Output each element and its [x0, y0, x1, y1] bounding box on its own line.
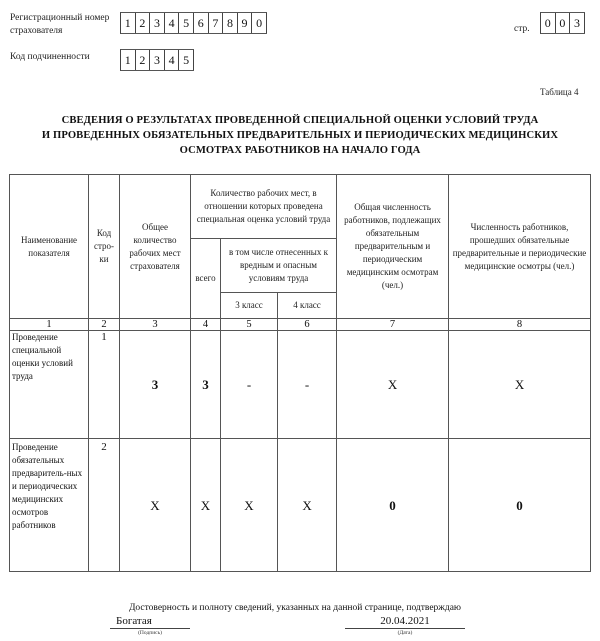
- reg-number-digit-box[interactable]: 2: [136, 13, 151, 33]
- date-value: 20.04.2021: [380, 615, 430, 627]
- table-label: Таблица 4: [540, 87, 579, 97]
- header-harmful-group: в том числе отнесенных к вредным и опасным условиям труда: [221, 239, 337, 293]
- reg-number-digit-box[interactable]: 5: [179, 13, 194, 33]
- column-number: 8: [449, 319, 591, 331]
- column-number: 4: [191, 319, 221, 331]
- header-class-4: 4 класс: [278, 293, 337, 319]
- title-line-3: ОСМОТРАХ РАБОТНИКОВ НА НАЧАЛО ГОДА: [179, 145, 421, 156]
- subordination-label: Код подчиненности: [10, 52, 90, 62]
- reg-number-digit-box[interactable]: 8: [223, 13, 238, 33]
- title-line-2: И ПРОВЕДЕННЫХ ОБЯЗАТЕЛЬНЫХ ПРЕДВАРИТЕЛЬНЫХ И ПЕРИОДИЧЕСКИХ МЕДИЦИНСКИХ: [41, 130, 559, 141]
- reg-number-digit-box[interactable]: 7: [209, 13, 224, 33]
- subordination-field[interactable]: [120, 49, 194, 71]
- cell-class-3[interactable]: X: [221, 439, 278, 572]
- cell-class-3[interactable]: -: [221, 331, 278, 439]
- header-class-3: 3 класс: [221, 293, 278, 319]
- document-title: [0, 113, 600, 158]
- cell-subject-to-exam[interactable]: X: [337, 331, 449, 439]
- page-digit-box[interactable]: 3: [570, 13, 585, 33]
- row-name: Проведение обязательных предваритель-ных и периодических медицинских осмотров работников: [10, 439, 89, 572]
- page-digit-box[interactable]: 0: [556, 13, 571, 33]
- column-number: 3: [120, 319, 191, 331]
- cell-total-workplaces[interactable]: 3: [120, 331, 191, 439]
- column-numbers-row: [10, 319, 591, 331]
- column-number: 5: [221, 319, 278, 331]
- signature-field[interactable]: [110, 615, 190, 629]
- report-table-container: [9, 174, 591, 572]
- header-assessed-total: всего: [191, 239, 221, 319]
- header-name: Наименование показателя: [10, 175, 89, 319]
- subordination-digit-box[interactable]: 4: [165, 50, 180, 70]
- cell-total-workplaces[interactable]: X: [120, 439, 191, 572]
- reg-number-digit-box[interactable]: 0: [252, 13, 267, 33]
- reg-number-digit-box[interactable]: 9: [238, 13, 253, 33]
- date-field[interactable]: [345, 615, 465, 629]
- table-row: [10, 331, 591, 439]
- cell-subject-to-exam[interactable]: 0: [337, 439, 449, 572]
- confirm-text: Достоверность и полноту сведений, указанных на данной странице, подтверждаю: [128, 603, 462, 613]
- header-passed-exam: Численность работников, прошедших обязательные предварительные и периодические медицинские осмотры (чел.): [449, 175, 591, 319]
- page-digit-box[interactable]: 0: [541, 13, 556, 33]
- signature-caption: (Подпись): [138, 630, 162, 636]
- column-number: 6: [278, 319, 337, 331]
- cell-passed-exam[interactable]: 0: [449, 439, 591, 572]
- reg-number-digit-box[interactable]: 1: [121, 13, 136, 33]
- cell-class-4[interactable]: -: [278, 331, 337, 439]
- header-subject-to-exam: Общая численность работников, подлежащих обязательным предварительным и периодическим медицинским осмотрам (чел.): [337, 175, 449, 319]
- column-number: 1: [10, 319, 89, 331]
- cell-assessed-total[interactable]: X: [191, 439, 221, 572]
- reg-number-digit-box[interactable]: 6: [194, 13, 209, 33]
- header-code: Код стро-ки: [89, 175, 120, 319]
- row-name: Проведение специальной оценки условий труда: [10, 331, 89, 439]
- page-label: стр.: [514, 24, 530, 34]
- header-assessed-group: Количество рабочих мест, в отношении которых проведена специальная оценка условий труда: [191, 175, 337, 239]
- date-caption: (Дата): [397, 630, 413, 636]
- title-line-1: СВЕДЕНИЯ О РЕЗУЛЬТАТАХ ПРОВЕДЕННОЙ СПЕЦИАЛЬНОЙ ОЦЕНКИ УСЛОВИЙ ТРУДА: [61, 115, 539, 126]
- signature-value: Богатая: [116, 615, 152, 627]
- subordination-digit-box[interactable]: 2: [136, 50, 151, 70]
- reg-number-label: Регистрационный номер страхователя: [10, 13, 110, 36]
- table-row: [10, 439, 591, 572]
- reg-number-digit-box[interactable]: 3: [150, 13, 165, 33]
- subordination-digit-box[interactable]: 3: [150, 50, 165, 70]
- column-number: 7: [337, 319, 449, 331]
- reg-number-field[interactable]: [120, 12, 267, 34]
- column-number: 2: [89, 319, 120, 331]
- cell-passed-exam[interactable]: X: [449, 331, 591, 439]
- page-number-field[interactable]: [540, 12, 585, 34]
- subordination-digit-box[interactable]: 1: [121, 50, 136, 70]
- reg-number-digit-box[interactable]: 4: [165, 13, 180, 33]
- header-total-workplaces: Общее количество рабочих мест страхователя: [120, 175, 191, 319]
- report-table: [9, 174, 591, 572]
- cell-class-4[interactable]: X: [278, 439, 337, 572]
- row-code: 2: [89, 439, 120, 572]
- subordination-digit-box[interactable]: 5: [179, 50, 194, 70]
- cell-assessed-total[interactable]: 3: [191, 331, 221, 439]
- row-code: 1: [89, 331, 120, 439]
